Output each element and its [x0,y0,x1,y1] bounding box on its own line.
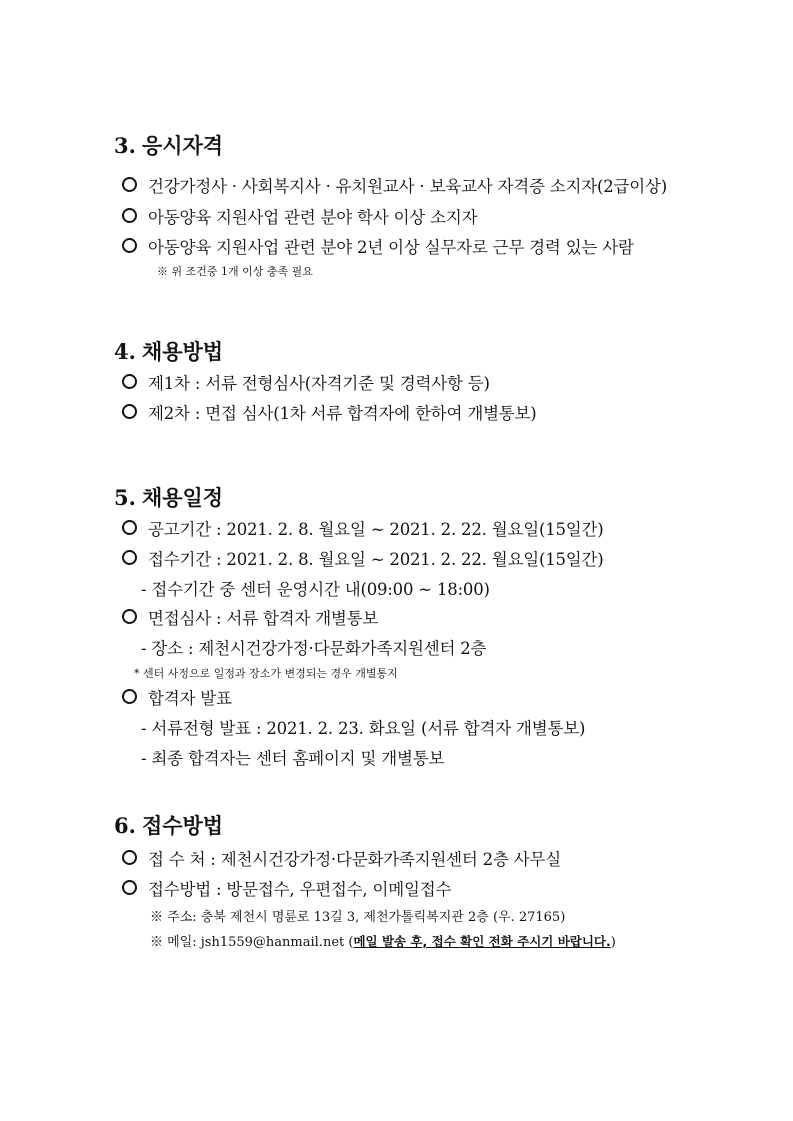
circle-bullet-icon [122,404,137,419]
circle-bullet-icon [122,550,137,565]
email-note: ※ 메일: jsh1559@hanmail.net (메일 발송 후, 접수 확인 전화 주시기 바랍니다.) [150,934,616,950]
circle-bullet-icon [122,609,137,624]
sub-item: - 접수기간 중 센터 운영시간 내(09:00 ~ 18:00) [141,580,490,599]
list-item: 제2차 : 면접 심사(1차 서류 합격자에 한하여 개별통보) [122,400,537,424]
list-item: 건강가정사 · 사회복지사 · 유치원교사 · 보육교사 자격증 소지자(2급이상) [122,173,667,197]
section-6-heading [114,810,223,840]
circle-bullet-icon [122,850,137,865]
section-title: 채용방법 [141,340,224,364]
circle-bullet-icon [122,880,137,895]
sub-item: - 최종 합격자는 센터 홈페이지 및 개별통보 [141,749,445,768]
circle-bullet-icon [122,374,137,389]
section-number: 6. [114,813,136,838]
circle-bullet-icon [122,520,137,535]
section-4-heading [114,336,223,366]
section-number: 4. [114,339,136,364]
section-3-heading [114,130,223,160]
list-item: 제1차 : 서류 전형심사(자격기준 및 경력사항 등) [122,370,490,394]
section-title: 접수방법 [141,814,224,838]
list-item: 접수방법 : 방문접수, 우편접수, 이메일접수 [122,876,451,900]
address-note: ※ 주소: 충북 제천시 명륜로 13길 3, 제천가톨릭복지관 2층 (우. 27165) [150,910,566,925]
list-item: 아동양육 지원사업 관련 분야 학사 이상 소지자 [122,204,477,228]
circle-bullet-icon [122,177,137,192]
list-item: 합격자 발표 [122,685,232,709]
section-title: 채용일정 [141,486,224,510]
list-item: 공고기간 : 2021. 2. 8. 월요일 ~ 2021. 2. 22. 월요일(15일간) [122,516,604,540]
email-notice-emphasis: 메일 발송 후, 접수 확인 전화 주시기 바랍니다. [353,934,611,949]
section-number: 3. [114,133,136,158]
section-5-heading [114,482,223,512]
list-item: 접 수 처 : 제천시건강가정·다문화가족지원센터 2층 사무실 [122,846,561,870]
list-item: 접수기간 : 2021. 2. 8. 월요일 ~ 2021. 2. 22. 월요일(15일간) [122,546,604,570]
sub-item: - 장소 : 제천시건강가정·다문화가족지원센터 2층 [141,639,487,658]
circle-bullet-icon [122,689,137,704]
sub-item: - 서류전형 발표 : 2021. 2. 23. 화요일 (서류 합격자 개별통보) [141,719,586,738]
circle-bullet-icon [122,238,137,253]
section-title: 응시자격 [141,134,224,158]
condition-note: ※ 위 조건중 1개 이상 충족 필요 [157,265,313,278]
section-number: 5. [114,485,136,510]
list-item: 아동양육 지원사업 관련 분야 2년 이상 실무자로 근무 경력 있는 사람 [122,234,634,258]
list-item: 면접심사 : 서류 합격자 개별통보 [122,605,378,629]
circle-bullet-icon [122,208,137,223]
schedule-note: * 센터 사정으로 일정과 장소가 변경되는 경우 개별통지 [134,667,398,680]
